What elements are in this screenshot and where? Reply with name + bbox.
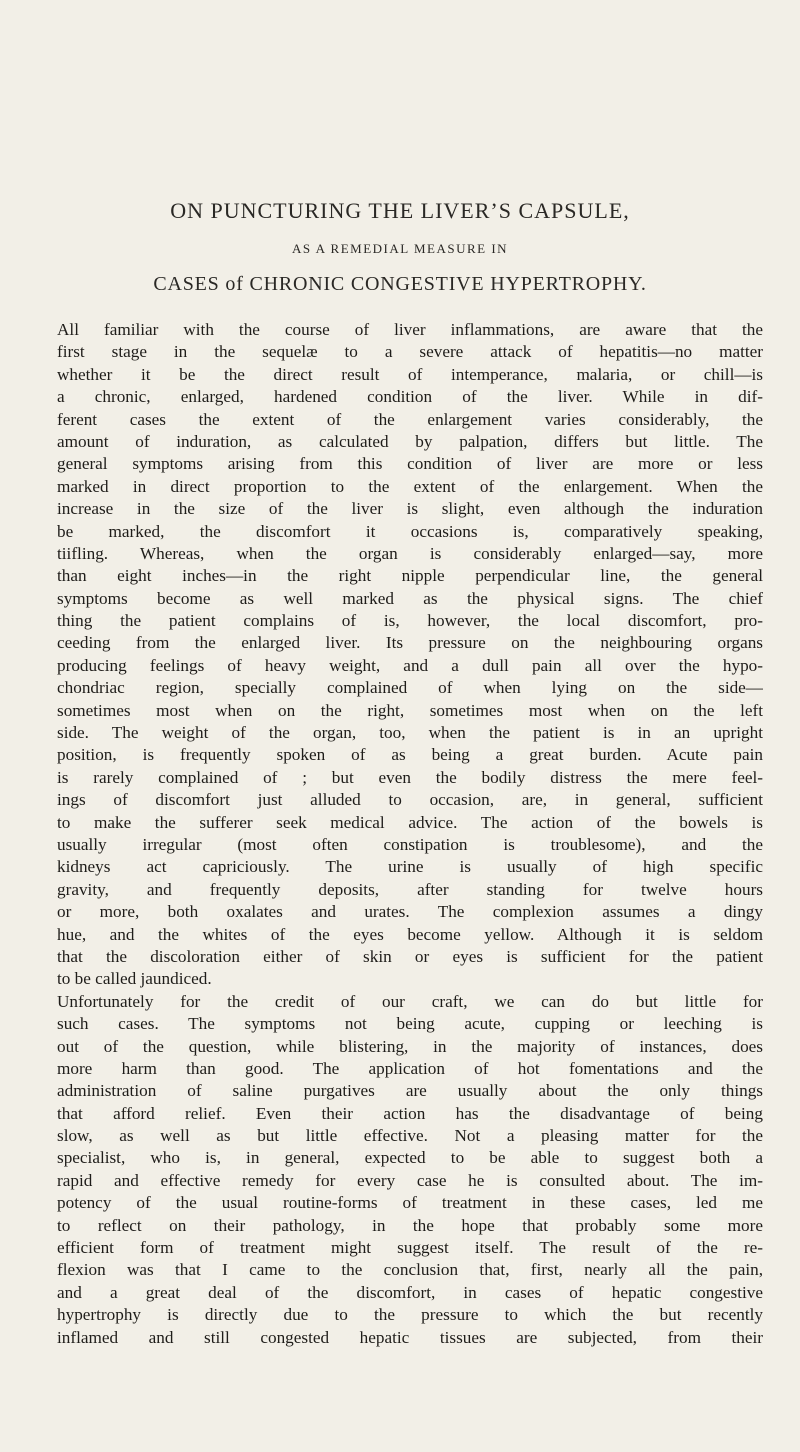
text-line: thing the patient complains of is, however, the local discomfort, pro-	[57, 611, 763, 631]
text-line: kidneys act capriciously. The urine is usually of high specific	[57, 857, 763, 877]
text-line: Unfortunately for the credit of our craft, we can do but little for	[57, 991, 763, 1011]
text-line: whether it be the direct result of intemperance, malaria, or chill—is	[57, 364, 763, 384]
text-line: producing feelings of heavy weight, and a dull pain all over the hypo-	[57, 655, 763, 675]
text-line: flexion was that I came to the conclusion that, first, nearly all the pain,	[57, 1260, 763, 1280]
text-line: increase in the size of the liver is slight, even although the induration	[57, 499, 763, 519]
text-line: slow, as well as but little effective. Not a pleasing matter for the	[57, 1126, 763, 1146]
text-line: to reflect on their pathology, in the hope that probably some more	[57, 1215, 763, 1235]
text-line: hypertrophy is directly due to the pressure to which the but recently	[57, 1305, 763, 1325]
text-line: than eight inches—in the right nipple perpendicular line, the general	[57, 566, 763, 586]
text-line: administration of saline purgatives are usually about the only things	[57, 1081, 763, 1101]
text-line: be marked, the discomfort it occasions is, comparatively speaking,	[57, 521, 763, 541]
text-line: potency of the usual routine-forms of treatment in these cases, led me	[57, 1193, 763, 1213]
text-line: symptoms become as well marked as the physical signs. The chief	[57, 588, 763, 608]
text-line: tiifling. Whereas, when the organ is considerably enlarged—say, more	[57, 543, 763, 563]
text-line: marked in direct proportion to the extent of the enlargement. When the	[57, 476, 763, 496]
text-line: specialist, who is, in general, expected to be able to suggest both a	[57, 1148, 763, 1168]
text-line: to be called jaundiced.	[57, 969, 212, 989]
text-line: efficient form of treatment might suggest itself. The result of the re-	[57, 1238, 763, 1258]
article-heading: CASES of CHRONIC CONGESTIVE HYPERTROPHY.	[153, 273, 647, 295]
text-line: and a great deal of the discomfort, in cases of hepatic congestive	[57, 1282, 763, 1302]
text-line: All familiar with the course of liver inflammations, are aware that the	[57, 320, 763, 339]
text-line: that afford relief. Even their action has the disadvantage of being	[57, 1103, 763, 1123]
article-subtitle: AS A REMEDIAL MEASURE IN	[291, 241, 509, 256]
text-line: hue, and the whites of the eyes become yellow. Although it is seldom	[57, 924, 763, 944]
text-line: to make the sufferer seek medical advice. The action of the bowels is	[57, 812, 763, 832]
text-line: or more, both oxalates and urates. The complexion assumes a dingy	[57, 902, 763, 922]
text-line: more harm than good. The application of hot fomentations and the	[57, 1058, 763, 1078]
text-line: such cases. The symptoms not being acute, cupping or leeching is	[57, 1014, 763, 1034]
text-line: rapid and effective remedy for every case he is consulted about. The im-	[57, 1170, 763, 1190]
text-line: gravity, and frequently deposits, after standing for twelve hours	[57, 879, 763, 899]
text-line: first stage in the sequelæ to a severe attack of hepatitis—no matter	[57, 342, 763, 362]
text-line: that the discoloration either of skin or eyes is sufficient for the patient	[57, 946, 763, 966]
text-line: out of the question, while blistering, in the majority of instances, does	[57, 1036, 763, 1056]
text-line: ferent cases the extent of the enlargement varies considerably, the	[57, 409, 763, 429]
text-line: amount of induration, as calculated by palpation, differs but little. The	[57, 431, 763, 451]
text-line: side. The weight of the organ, too, when the patient is in an upright	[57, 723, 763, 743]
text-line: chondriac region, specially complained of when lying on the side—	[57, 678, 763, 698]
article-title: ON PUNCTURING THE LIVER’S CAPSULE,	[170, 198, 630, 223]
text-line: general symptoms arising from this condition of liver are more or less	[57, 454, 763, 474]
text-line: is rarely complained of ; but even the bodily distress the mere feel-	[57, 767, 763, 787]
text-line: usually irregular (most often constipation is troublesome), and the	[57, 834, 763, 854]
body-text	[57, 319, 763, 1349]
text-line: position, is frequently spoken of as being a great burden. Acute pain	[57, 745, 763, 765]
text-line: a chronic, enlarged, hardened condition of the liver. While in dif-	[57, 387, 763, 407]
text-line: ings of discomfort just alluded to occasion, are, in general, sufficient	[57, 790, 763, 810]
text-line: sometimes most when on the right, sometimes most when on the left	[57, 700, 763, 720]
text-line: ceeding from the enlarged liver. Its pressure on the neighbouring organs	[57, 633, 763, 653]
text-line: inflamed and still congested hepatic tissues are subjected, from their	[57, 1327, 763, 1347]
